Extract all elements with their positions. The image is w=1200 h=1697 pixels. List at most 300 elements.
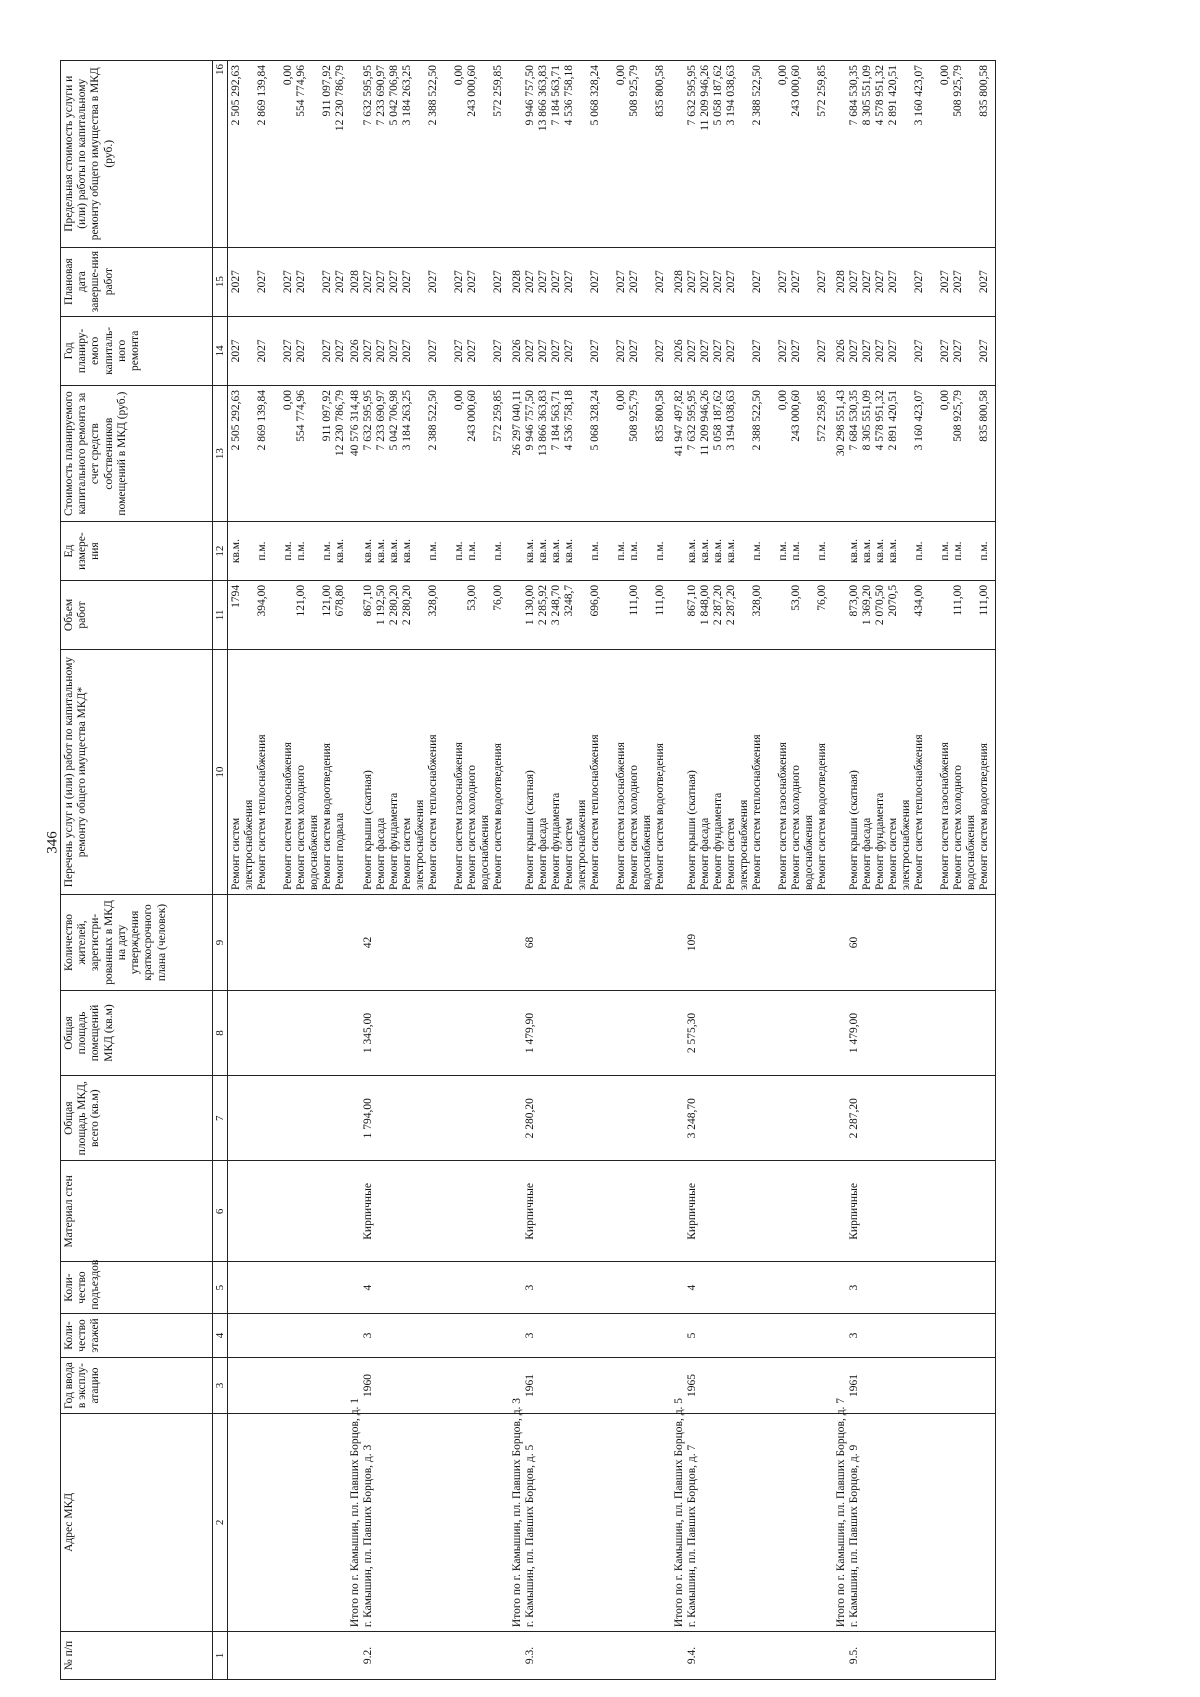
- header-cell: Коли-чество подъездов: [61, 1262, 213, 1313]
- row-block: [228, 1314, 347, 1358]
- work-volume: 76,00: [816, 584, 828, 611]
- work-limit: 243 000,60: [790, 65, 802, 117]
- col-num: [228, 1632, 996, 1680]
- work-year: 2027: [453, 339, 465, 363]
- table-body: [228, 61, 996, 1680]
- row-block: [509, 1076, 671, 1160]
- work-item: Ремонт систем водоотведения: [816, 743, 828, 891]
- work-date: 2027: [615, 270, 627, 294]
- row-block: [833, 1076, 995, 1160]
- work-unit: кв.м.: [388, 539, 400, 564]
- work-date: 2027: [654, 270, 666, 294]
- work-cost: 835 800,58: [978, 389, 990, 442]
- work-item: электроснабжения: [243, 799, 255, 891]
- work-year: 2027: [699, 339, 711, 363]
- row-block: [228, 317, 347, 385]
- work-year: 2027: [848, 339, 860, 363]
- floors: 3: [848, 1332, 860, 1339]
- work-limit: 554 774,96: [295, 65, 307, 117]
- column-number: 15: [213, 247, 228, 316]
- work-limit: 7 632 595,95: [362, 65, 374, 126]
- total-year: 2026: [349, 339, 361, 363]
- residents: 42: [362, 936, 374, 949]
- row-block: [833, 1358, 995, 1412]
- work-item: электроснабжения: [900, 799, 912, 891]
- row-block: [509, 1161, 671, 1261]
- work-item: Ремонт систем газоснабжения: [282, 742, 294, 891]
- work-unit: п.м.: [589, 541, 601, 561]
- work-item: Ремонт фасада: [699, 817, 711, 891]
- work-item: Ремонт крыши (скатная): [362, 770, 374, 891]
- work-cost: 7 632 595,95: [362, 389, 374, 451]
- total-cost: 26 297 040,11: [511, 389, 523, 456]
- floors: 3: [524, 1332, 536, 1339]
- row-block: [347, 1358, 509, 1412]
- work-date: 2027: [861, 270, 873, 294]
- work-limit: 2 891 420,51: [887, 65, 899, 126]
- work-cost: 3 160 423,07: [913, 389, 925, 451]
- entrances: 3: [848, 1284, 860, 1291]
- header-cell: Ед измере-ния: [61, 522, 213, 581]
- work-volume: 111,00: [654, 584, 666, 616]
- header-cell: Предельная стоимость услуги и (или) работы по капитальному ремонту общего имущества в МКД (руб.): [61, 61, 213, 248]
- work-unit: п.м.: [751, 541, 763, 561]
- row-block: [228, 895, 347, 990]
- work-cost: 835 800,58: [654, 389, 666, 442]
- row-block: [833, 61, 995, 247]
- row-block: [671, 1161, 833, 1261]
- work-limit: 243 000,60: [466, 65, 478, 117]
- work-cost: 0,00: [615, 389, 627, 411]
- total-cost: 30 298 551,43: [835, 389, 847, 457]
- work-item: Ремонт систем: [725, 817, 737, 891]
- work-unit: п.м.: [256, 541, 268, 561]
- work-limit: 13 866 363,83: [537, 65, 549, 132]
- row-block: [228, 1414, 347, 1631]
- work-item: Ремонт фасада: [537, 817, 549, 891]
- work-volume: 121,00: [321, 584, 333, 617]
- work-item: водоснабжения: [965, 814, 977, 891]
- work-volume: 3 248,70: [550, 584, 562, 626]
- residents: 68: [524, 936, 536, 949]
- total-label: Итого по г. Камышин, пл. Павших Борцов, д. 7: [835, 1397, 847, 1628]
- year-built: 1961: [524, 1374, 536, 1398]
- col-year-built: [228, 1358, 996, 1413]
- row-block: [509, 317, 671, 385]
- row-block: [671, 1397, 833, 1631]
- address: г. Камышин, пл. Павших Борцов, д. 5: [524, 1444, 536, 1628]
- row-block: [671, 1263, 833, 1313]
- work-cost: 508 925,79: [628, 389, 640, 442]
- work-item: Ремонт фундамента: [550, 792, 562, 891]
- work-unit: п.м.: [427, 541, 439, 561]
- column-number: 5: [213, 1262, 228, 1313]
- work-limit: 7 184 563,71: [550, 65, 562, 126]
- work-year: 2027: [466, 339, 478, 363]
- row-block: [509, 581, 671, 649]
- work-volume: 53,00: [790, 584, 802, 611]
- work-limit: 835 800,58: [978, 65, 990, 117]
- row-block: [509, 991, 671, 1075]
- col-works: [228, 650, 996, 895]
- work-year: 2027: [362, 339, 374, 363]
- row-block: [671, 895, 833, 990]
- total-cost: 40 576 314,48: [349, 389, 361, 457]
- work-item: Ремонт систем теплоснабжения: [589, 734, 601, 891]
- work-cost: 8 305 551,09: [861, 389, 873, 451]
- year-built: 1960: [362, 1374, 374, 1398]
- work-volume: 1794: [230, 584, 242, 608]
- work-unit: кв.м.: [712, 539, 724, 564]
- work-year: 2027: [537, 339, 549, 363]
- work-volume: 1 848,00: [699, 584, 711, 626]
- row-block: [833, 650, 995, 894]
- column-number: 13: [213, 385, 228, 521]
- work-unit: кв.м.: [699, 539, 711, 564]
- work-unit: кв.м.: [550, 539, 562, 564]
- work-cost: 243 000,60: [790, 389, 802, 442]
- work-item: Ремонт систем водоотведения: [321, 743, 333, 891]
- row-block: [347, 1314, 509, 1358]
- row-block: [833, 248, 995, 316]
- area-rooms: 1 479,00: [848, 1012, 860, 1054]
- area-rooms: 1 345,00: [362, 1012, 374, 1054]
- total-year: 2026: [835, 339, 847, 363]
- work-year: 2027: [816, 339, 828, 363]
- row-block: [347, 895, 509, 990]
- year-built: 1965: [686, 1374, 698, 1398]
- work-cost: 12 230 786,79: [334, 389, 346, 457]
- total-year: 2026: [673, 339, 685, 363]
- work-year: 2027: [861, 339, 873, 363]
- area-total: 2 287,20: [848, 1098, 860, 1139]
- work-year: 2027: [563, 339, 575, 363]
- work-item: Ремонт фасада: [375, 817, 387, 891]
- work-volume: 1 192,50: [375, 584, 387, 626]
- row-block: [347, 522, 509, 580]
- row-block: [347, 248, 509, 316]
- work-volume: 121,00: [295, 584, 307, 617]
- work-limit: 0,00: [939, 65, 951, 86]
- work-date: 2027: [777, 270, 789, 294]
- column-number-row: [213, 61, 228, 1680]
- col-unit: [228, 522, 996, 581]
- total-label: Итого по г. Камышин, пл. Павших Борцов, д. 1: [349, 1397, 361, 1628]
- work-date: 2027: [563, 270, 575, 294]
- work-unit: п.м.: [615, 541, 627, 561]
- work-volume: 1 369,20: [861, 584, 873, 626]
- row-block: [228, 1076, 347, 1160]
- work-unit: п.м.: [628, 541, 640, 561]
- work-date: 2027: [256, 270, 268, 294]
- row-block: [228, 650, 347, 894]
- work-item: Ремонт систем газоснабжения: [615, 742, 627, 891]
- work-year: 2027: [375, 339, 387, 363]
- work-volume: 696,00: [589, 584, 601, 617]
- work-unit: кв.м.: [230, 539, 242, 564]
- column-number: 8: [213, 990, 228, 1075]
- row-block: [228, 61, 347, 247]
- header-cell: Плановая дата заверше-ния работ: [61, 247, 213, 316]
- work-limit: 835 800,58: [654, 65, 666, 117]
- work-limit: 2 388 522,50: [751, 65, 763, 126]
- work-date: 2027: [321, 270, 333, 294]
- work-item: Ремонт систем: [887, 817, 899, 891]
- work-year: 2027: [388, 339, 400, 363]
- work-unit: п.м.: [913, 541, 925, 561]
- header-cell: Общая площадь МКД, всего (кв.м): [61, 1076, 213, 1161]
- wall-material: Кирпичные: [362, 1183, 374, 1240]
- col-cost: [228, 385, 996, 521]
- work-item: Ремонт систем газоснабжения: [777, 742, 789, 891]
- row-block: [833, 895, 995, 990]
- work-volume: 3248,7: [563, 584, 575, 617]
- row-number: 9.5.: [848, 1646, 860, 1665]
- header-cell: Материал стен: [61, 1161, 213, 1262]
- row-block: [509, 1358, 671, 1412]
- row-block: [228, 386, 347, 521]
- row-block: [671, 1632, 833, 1679]
- work-limit: 7 233 690,97: [375, 65, 387, 126]
- work-cost: 243 000,60: [466, 389, 478, 442]
- work-limit: 5 042 706,98: [388, 65, 400, 126]
- area-total: 3 248,70: [686, 1098, 698, 1139]
- total-date: 2028: [511, 270, 523, 294]
- work-date: 2027: [913, 270, 925, 294]
- row-block: [833, 1632, 995, 1679]
- work-item: Ремонт систем теплоснабжения: [913, 734, 925, 891]
- work-date: 2027: [686, 270, 698, 294]
- page-number: 346: [44, 831, 61, 854]
- work-item: Ремонт фундамента: [874, 792, 886, 891]
- column-number: 14: [213, 316, 228, 385]
- work-unit: п.м.: [453, 541, 465, 561]
- work-cost: 0,00: [282, 389, 294, 411]
- work-cost: 2 869 139,84: [256, 389, 268, 451]
- row-block: [228, 1632, 347, 1679]
- work-limit: 8 305 551,09: [861, 65, 873, 126]
- work-limit: 572 259,85: [492, 65, 504, 117]
- col-floors: [228, 1313, 996, 1358]
- area-total: 1 794,00: [362, 1098, 374, 1139]
- column-number: 16: [213, 61, 228, 248]
- work-volume: 2 287,20: [725, 584, 737, 626]
- floors: 5: [686, 1332, 698, 1339]
- wall-material: Кирпичные: [686, 1183, 698, 1240]
- work-limit: 4 536 758,18: [563, 65, 575, 126]
- work-unit: п.м.: [939, 541, 951, 561]
- total-cost: 41 947 497,82: [673, 389, 685, 457]
- work-date: 2027: [466, 270, 478, 294]
- year-built: 1961: [848, 1374, 860, 1398]
- entrances: 4: [362, 1284, 374, 1291]
- work-item: Ремонт фундамента: [712, 792, 724, 891]
- work-year: 2027: [589, 339, 601, 363]
- work-limit: 9 946 757,50: [524, 65, 536, 126]
- work-year: 2027: [725, 339, 737, 363]
- work-date: 2027: [388, 270, 400, 294]
- work-cost: 5 068 328,24: [589, 389, 601, 451]
- work-limit: 0,00: [453, 65, 465, 86]
- row-number: 9.4.: [686, 1646, 698, 1665]
- work-unit: кв.м.: [848, 539, 860, 564]
- work-unit: п.м.: [466, 541, 478, 561]
- row-block: [228, 1161, 347, 1261]
- address: г. Камышин, пл. Павших Борцов, д. 7: [686, 1444, 698, 1628]
- row-block: [509, 1263, 671, 1313]
- work-cost: 11 209 946,26: [699, 389, 711, 456]
- work-year: 2027: [874, 339, 886, 363]
- work-date: 2027: [848, 270, 860, 294]
- area-rooms: 2 575,30: [686, 1012, 698, 1054]
- work-unit: п.м.: [777, 541, 789, 561]
- column-number: 10: [213, 650, 228, 895]
- col-residents: [228, 895, 996, 991]
- work-item: Ремонт систем водоотведения: [978, 743, 990, 891]
- work-limit: 0,00: [282, 65, 294, 86]
- work-limit: 4 578 951,32: [874, 65, 886, 126]
- header-cell: Коли-чество этажей: [61, 1313, 213, 1358]
- column-number: 4: [213, 1313, 228, 1358]
- header-cell: Год планиру-емого капиталь-ного ремонта: [61, 316, 213, 385]
- work-limit: 2 505 292,63: [230, 65, 242, 126]
- work-cost: 0,00: [939, 389, 951, 411]
- work-unit: кв.м.: [686, 539, 698, 564]
- row-block: [671, 61, 833, 247]
- work-item: электроснабжения: [738, 799, 750, 891]
- work-date: 2027: [790, 270, 802, 294]
- floors: 3: [362, 1332, 374, 1339]
- column-number: 7: [213, 1076, 228, 1161]
- work-volume: 394,00: [256, 584, 268, 617]
- row-block: [347, 386, 509, 521]
- header-cell: Адрес МКД: [61, 1413, 213, 1631]
- work-year: 2027: [978, 339, 990, 363]
- work-cost: 2 891 420,51: [887, 389, 899, 451]
- row-block: [833, 1161, 995, 1261]
- row-block: [509, 1632, 671, 1679]
- area-total: 2 280,20: [524, 1098, 536, 1139]
- work-date: 2027: [939, 270, 951, 294]
- work-unit: кв.м.: [861, 539, 873, 564]
- work-date: 2027: [628, 270, 640, 294]
- wall-material: Кирпичные: [524, 1183, 536, 1240]
- work-item: водоснабжения: [479, 814, 491, 891]
- work-year: 2027: [427, 339, 439, 363]
- work-year: 2027: [887, 339, 899, 363]
- row-block: [228, 991, 347, 1075]
- address: г. Камышин, пл. Павших Борцов, д. 9: [848, 1444, 860, 1628]
- row-block: [347, 317, 509, 385]
- row-block: [228, 1358, 347, 1412]
- work-year: 2027: [952, 339, 964, 363]
- work-item: Ремонт крыши (скатная): [686, 770, 698, 891]
- total-label: Итого по г. Камышин, пл. Павших Борцов, д. 5: [673, 1397, 685, 1628]
- work-date: 2027: [230, 270, 242, 294]
- work-cost: 5 042 706,98: [388, 389, 400, 451]
- total-label: Итого по г. Камышин, пл. Павших Борцов, д. 3: [511, 1397, 523, 1628]
- work-unit: кв.м.: [725, 539, 737, 564]
- address: г. Камышин, пл. Павших Борцов, д. 3: [362, 1444, 374, 1628]
- work-unit: п.м.: [654, 541, 666, 561]
- residents: 109: [686, 933, 698, 952]
- wall-material: Кирпичные: [848, 1183, 860, 1240]
- rotated-page: [60, 60, 1060, 1680]
- work-limit: 572 259,85: [816, 65, 828, 117]
- work-year: 2027: [615, 339, 627, 363]
- work-cost: 7 233 690,97: [375, 389, 387, 451]
- work-unit: кв.м.: [887, 539, 899, 564]
- work-cost: 3 194 038,63: [725, 389, 737, 451]
- work-date: 2027: [816, 270, 828, 294]
- work-year: 2027: [524, 339, 536, 363]
- work-cost: 7 184 563,71: [550, 389, 562, 451]
- work-unit: п.м.: [790, 541, 802, 561]
- col-entrances: [228, 1262, 996, 1313]
- work-cost: 2 505 292,63: [230, 389, 242, 451]
- work-unit: кв.м.: [375, 539, 387, 564]
- column-number: 12: [213, 522, 228, 581]
- total-year: 2026: [511, 339, 523, 363]
- row-block: [347, 1076, 509, 1160]
- work-cost: 554 774,96: [295, 389, 307, 442]
- col-address: [228, 1397, 996, 1631]
- work-cost: 4 536 758,18: [563, 389, 575, 451]
- work-year: 2027: [913, 339, 925, 363]
- work-volume: 2 280,20: [388, 584, 400, 626]
- work-volume: 678,80: [334, 584, 346, 617]
- work-item: Ремонт фундамента: [388, 792, 400, 891]
- col-limit: [228, 61, 996, 248]
- col-walls: [228, 1161, 996, 1262]
- work-unit: кв.м.: [401, 539, 413, 564]
- row-block: [833, 386, 995, 521]
- row-block: [509, 1314, 671, 1358]
- work-item: Ремонт подвала: [334, 812, 346, 891]
- work-item: Ремонт крыши (скатная): [524, 770, 536, 891]
- row-block: [671, 1076, 833, 1160]
- work-limit: 2 388 522,50: [427, 65, 439, 126]
- work-volume: 111,00: [628, 584, 640, 616]
- work-date: 2027: [427, 270, 439, 294]
- work-year: 2027: [939, 339, 951, 363]
- entrances: 3: [524, 1284, 536, 1291]
- row-block: [671, 248, 833, 316]
- work-volume: 2 070,50: [874, 584, 886, 626]
- work-year: 2027: [230, 339, 242, 363]
- work-date: 2027: [978, 270, 990, 294]
- work-limit: 2 869 139,84: [256, 65, 268, 126]
- header-cell: Перечень услуг и (или) работ по капитальному ремонту общего имущества МКД*: [61, 650, 213, 895]
- col-area-rooms: [228, 990, 996, 1075]
- col-date: [228, 247, 996, 316]
- work-cost: 508 925,79: [952, 389, 964, 442]
- row-block: [509, 895, 671, 990]
- work-year: 2027: [401, 339, 413, 363]
- work-year: 2027: [777, 339, 789, 363]
- work-unit: п.м.: [282, 541, 294, 561]
- work-limit: 7 632 595,95: [686, 65, 698, 126]
- header-row: [61, 61, 213, 1680]
- work-item: Ремонт систем: [230, 817, 242, 891]
- work-date: 2027: [887, 270, 899, 294]
- row-block: [833, 1397, 995, 1631]
- work-limit: 12 230 786,79: [334, 65, 346, 132]
- work-year: 2027: [712, 339, 724, 363]
- row-block: [228, 581, 347, 649]
- work-cost: 0,00: [453, 389, 465, 411]
- row-block: [671, 522, 833, 580]
